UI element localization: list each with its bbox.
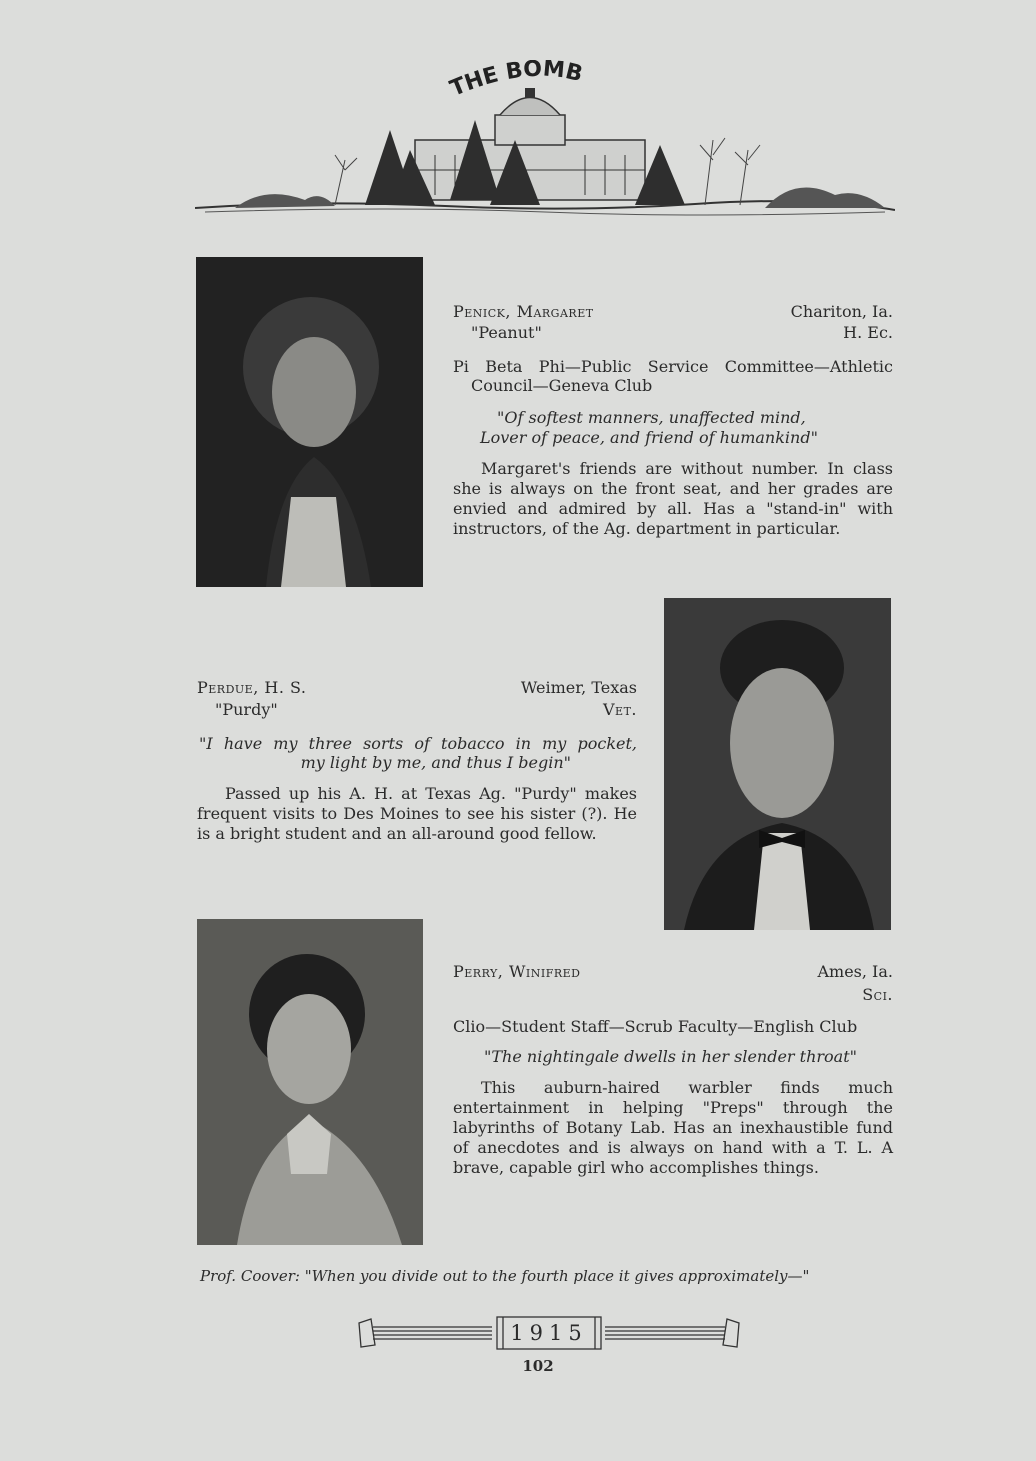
perry-course: Sci. (862, 985, 893, 1004)
photo-perdue (664, 598, 891, 930)
header-banner (195, 60, 895, 220)
perry-name: Perry, Winifred (453, 962, 581, 981)
perdue-name: Perdue, H. S. (197, 678, 307, 697)
footer-year: 1915 (510, 1321, 588, 1345)
photo-perry (197, 919, 423, 1245)
perdue-quote-1: "I have my three sorts of tobacco in my pocket, (199, 734, 637, 753)
perry-activities-1: Clio—Student Staff—Scrub Faculty—English Club (453, 1017, 858, 1036)
header-title: THE BOMB (446, 60, 586, 102)
penick-quote-1: "Of softest manners, unaffected mind, (497, 408, 806, 427)
perry-quote-1: "The nightingale dwells in her slender throat" (484, 1047, 858, 1066)
penick-bio: Margaret's friends are without number. In class she is always on the front seat, and her grades are envied and admired by all. Has a "stand-in" with instructors, of the Ag. department in particular. (453, 459, 893, 538)
campus-illustration (195, 60, 895, 220)
penick-quote-2: Lover of peace, and friend of humankind" (480, 428, 818, 447)
penick-activities-1: Pi Beta Phi—Public Service Committee—Athletic (453, 357, 893, 376)
penick-activities-2: Council—Geneva Club (471, 376, 653, 395)
perdue-nickname: "Purdy" (215, 700, 278, 719)
photo-penick (196, 257, 423, 587)
perry-bio: This auburn-haired warbler finds much entertainment in helping "Preps" through the labyrinths of Botany Lab. Has an inexhaustible fund of anecdotes and is always on hand with a T. L. A brave, capable girl who accomplishes things. (453, 1078, 893, 1177)
penick-hometown: Chariton, Ia. (790, 302, 893, 321)
penick-course: H. Ec. (843, 323, 893, 342)
perry-hometown: Ames, Ia. (817, 962, 893, 981)
footer-quote: Prof. Coover: "When you divide out to the fourth place it gives approximately—" (200, 1267, 810, 1285)
penick-nickname: "Peanut" (471, 323, 542, 342)
perdue-quote-2: my light by me, and thus I begin" (300, 753, 571, 772)
perdue-course: Vet. (602, 700, 637, 719)
page-number: 102 (522, 1357, 554, 1375)
perdue-bio: Passed up his A. H. at Texas Ag. "Purdy" makes frequent visits to Des Moines to see his sister (?). He is a bright student and an all-around good fellow. (197, 784, 637, 843)
year-ornament (357, 1315, 741, 1351)
penick-name: Penick, Margaret (453, 302, 594, 321)
perdue-hometown: Weimer, Texas (520, 678, 637, 697)
